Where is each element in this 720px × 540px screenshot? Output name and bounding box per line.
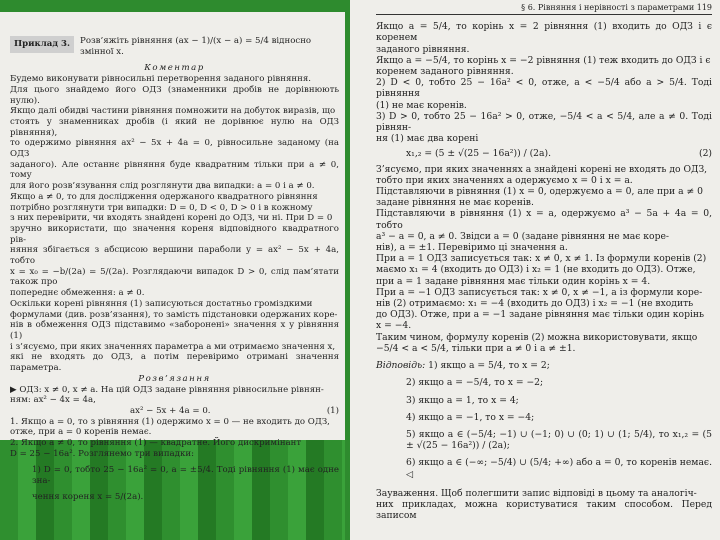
- right-page: [350, 0, 720, 540]
- case-1-line: 1) D = 0, тобто 25 − 16a² = 0, a = ±5/4. Тоді рівняння (1) має одне зна-: [32, 465, 339, 487]
- equation-number: (1): [326, 405, 339, 416]
- example-header: [10, 36, 339, 57]
- answer-item: 6) якщо a ∈ (−∞; −5/4) ∪ (5/4; +∞) або a = 0, то коренів немає. ◁: [406, 457, 712, 480]
- comment-line: з них перевірити, чи входять знайдені корені до ОДЗ, чи ні. При D = 0: [10, 213, 333, 224]
- answer-item: 2) якщо a = −5/4, то x = −2;: [406, 377, 544, 389]
- comment-line: x = x₀ = −b/(2a) = 5/(2a). Розглядаючи випадок D > 0, слід пам’ятати також про: [10, 266, 339, 288]
- formula-row: [376, 148, 712, 159]
- solution-line: ▶ ОДЗ: x ≠ 0, x ≠ a. На цій ОДЗ задане рівняння рівносильне рівнян-: [10, 384, 324, 395]
- left-page: [0, 12, 345, 502]
- text-line: При a = −1 ОДЗ записується так: x ≠ 0, x ≠ −1, а із формули коре-: [376, 286, 703, 298]
- comment-line: Якщо далі обидві частини рівняння помножити на добуток виразів, що: [10, 106, 336, 117]
- text-line: маємо x₁ = 4 (входить до ОДЗ) і x₂ = 1 (не входить до ОДЗ). Отже,: [376, 264, 696, 276]
- text-line: коренем заданого рівняння.: [376, 66, 514, 78]
- comment-line: для його розв’язування слід розглянути два випадки: a = 0 і a ≠ 0.: [10, 181, 315, 192]
- text-line: (1) не має коренів.: [376, 99, 467, 111]
- equation-row: [10, 406, 339, 417]
- answer-item: 1) якщо a = 5/4, то x = 2;: [428, 360, 550, 372]
- example-task: Розв’яжіть рівняння (ax − 1)/(x − a) = 5/4 відносно змінної x.: [80, 36, 312, 57]
- text-line: a³ − a = 0, a ≠ 0. Звідси a = 0 (задане рівняння не має коре-: [376, 230, 669, 242]
- answer-item: 4) якщо a = −1, то x = −4;: [406, 411, 535, 423]
- comment-line: Для цього знайдемо його ОДЗ (знаменники дробів не дорівнюють нулю).: [10, 84, 339, 106]
- comment-line: зручно використати, що значення кореня відповідного квадратного рів-: [10, 223, 339, 245]
- item-line: 2. Якщо a ≠ 0, то рівняння (1) — квадратне. Його дискримінант: [10, 438, 302, 449]
- answer-item: 5) якщо a ∈ (−5/4; −1) ∪ (−1; 0) ∪ (0; 1) ∪ (1; 5/4), то x₁,₂ = (5 ± √(25 − 16a²)) / (2a);: [406, 428, 712, 452]
- footer-line: них прикладах, можна користуватися таким способом. Перед записом: [376, 498, 712, 522]
- example-label: Приклад 3.: [10, 36, 74, 53]
- comment-line: які не входять до ОДЗ, а потім перевіримо отримані значення параметра.: [10, 352, 339, 374]
- comment-line: потрібно розглянути три випадки: D = 0, D < 0, D > 0 і в кожному: [10, 202, 313, 213]
- text-line: При a = 1 ОДЗ записується так: x ≠ 0, x ≠ 1. Із формули коренів (2): [376, 253, 707, 265]
- comment-line: формулами (див. розв’язання), то замість підстановки одержаних коре-: [10, 309, 338, 320]
- solution-line: ням: ax² − 4x = 4a,: [10, 395, 96, 406]
- text-line: З’ясуємо, при яких значеннях a знайдені корені не входять до ОДЗ,: [376, 163, 708, 175]
- case-1-line-b: чення кореня x = 5/(2a).: [32, 491, 144, 502]
- text-line: 2) D < 0, тобто 25 − 16a² < 0, отже, a < −5/4 або a > 5/4. Тоді рівняння: [376, 77, 712, 100]
- item-line: отже, при a = 0 коренів немає.: [10, 427, 152, 438]
- answer-row: [376, 360, 712, 371]
- text-line: нів), a = ±1. Перевіримо ці значення a.: [376, 242, 568, 254]
- answer-label: Відповідь:: [376, 360, 426, 372]
- item-line: 1. Якщо a = 0, то з рівняння (1) одержимо x = 0 — не входить до ОДЗ,: [10, 416, 330, 427]
- text-line: −5/4 < a < 5/4, тільки при a ≠ 0 і a ≠ ±1.: [376, 342, 576, 354]
- text-line: Якщо a = −5/4, то корінь x = −2 рівняння (1) теж входить до ОДЗ і є: [376, 54, 711, 66]
- text-line: Якщо a = 5/4, то корінь x = 2 рівняння (1) входить до ОДЗ і є коренем: [376, 21, 712, 44]
- text-line: при a = 1 задане рівняння має тільки один корінь x = 4.: [376, 275, 651, 287]
- text-line: Підставляючи в рівняння (1) x = 0, одержуємо a = 0, але при a ≠ 0: [376, 186, 703, 198]
- answer-item: 3) якщо a = 1, то x = 4;: [406, 394, 519, 406]
- solution-heading: Розв’язання: [138, 373, 211, 384]
- footer-line: Зауваження. Щоб полегшити запис відповіді в цьому та аналогіч-: [376, 487, 697, 499]
- comment-line: Будемо виконувати рівносильні перетворення заданого рівняння.: [10, 74, 312, 85]
- comment-line: то одержимо рівняння ax² − 5x + 4a = 0, рівносильне заданому (на ОДЗ: [10, 138, 339, 160]
- text-line: до ОДЗ). Отже, при a = −1 задане рівняння має тільки один корінь: [376, 309, 705, 321]
- comment-line: Оскільки корені рівняння (1) записуються достатньо громіздкими: [10, 298, 313, 309]
- comment-line: попереднє обмеження: a ≠ 0.: [10, 288, 145, 299]
- comment-line: няння збігається з абсцисою вершини параболи y = ax² − 5x + 4a, тобто: [10, 245, 339, 267]
- comment-line: стоять у знаменниках дробів (і який не дорівнює нулю на ОДЗ рівняння),: [10, 116, 339, 138]
- equation-1: ax² − 5x + 4a = 0.: [130, 405, 211, 416]
- comment-line: Якщо a ≠ 0, то для дослідження одержаного квадратного рівняння: [10, 191, 318, 202]
- formula-number: (2): [698, 148, 712, 160]
- text-line: Підставляючи в рівняння (1) x = a, одержуємо a³ − 5a + 4a = 0, тобто: [376, 208, 712, 231]
- text-line: 3) D > 0, тобто 25 − 16a² > 0, отже, −5/4 < a < 5/4, але a ≠ 0. Тоді рівнян-: [376, 110, 712, 134]
- text-line: заданого рівняння.: [376, 43, 470, 55]
- comment-line: заданого). Але останнє рівняння буде квадратним тільки при a ≠ 0, тому: [10, 159, 339, 181]
- text-line: тобто при яких значеннях a одержуємо x = 0 і x = a.: [376, 174, 633, 186]
- page-header: § 6. Рівняння і нерівності з параметрами 119: [376, 0, 712, 15]
- text-line: Таким чином, формулу коренів (2) можна використовувати, якщо: [376, 331, 698, 343]
- text-line: нів (2) отримаємо: x₁ = −4 (входить до ОДЗ) і x₂ = −1 (не входить: [376, 298, 694, 310]
- comment-line: нів в обмеження ОДЗ підставимо «заборонені» значення x у рівняння (1): [10, 320, 339, 341]
- roots-formula: x₁,₂ = (5 ± √(25 − 16a²)) / (2a).: [406, 148, 552, 160]
- comment-heading: Коментар: [144, 63, 205, 74]
- text-line: ня (1) має два корені: [376, 133, 479, 145]
- text-line: задане рівняння не має коренів.: [376, 197, 534, 209]
- comment-line: і з’ясуємо, при яких значеннях параметра a ми отримаємо значення x,: [10, 341, 336, 352]
- item-line: D = 25 − 16a². Розглянемо три випадки:: [10, 448, 194, 459]
- text-line: x = −4.: [376, 320, 412, 332]
